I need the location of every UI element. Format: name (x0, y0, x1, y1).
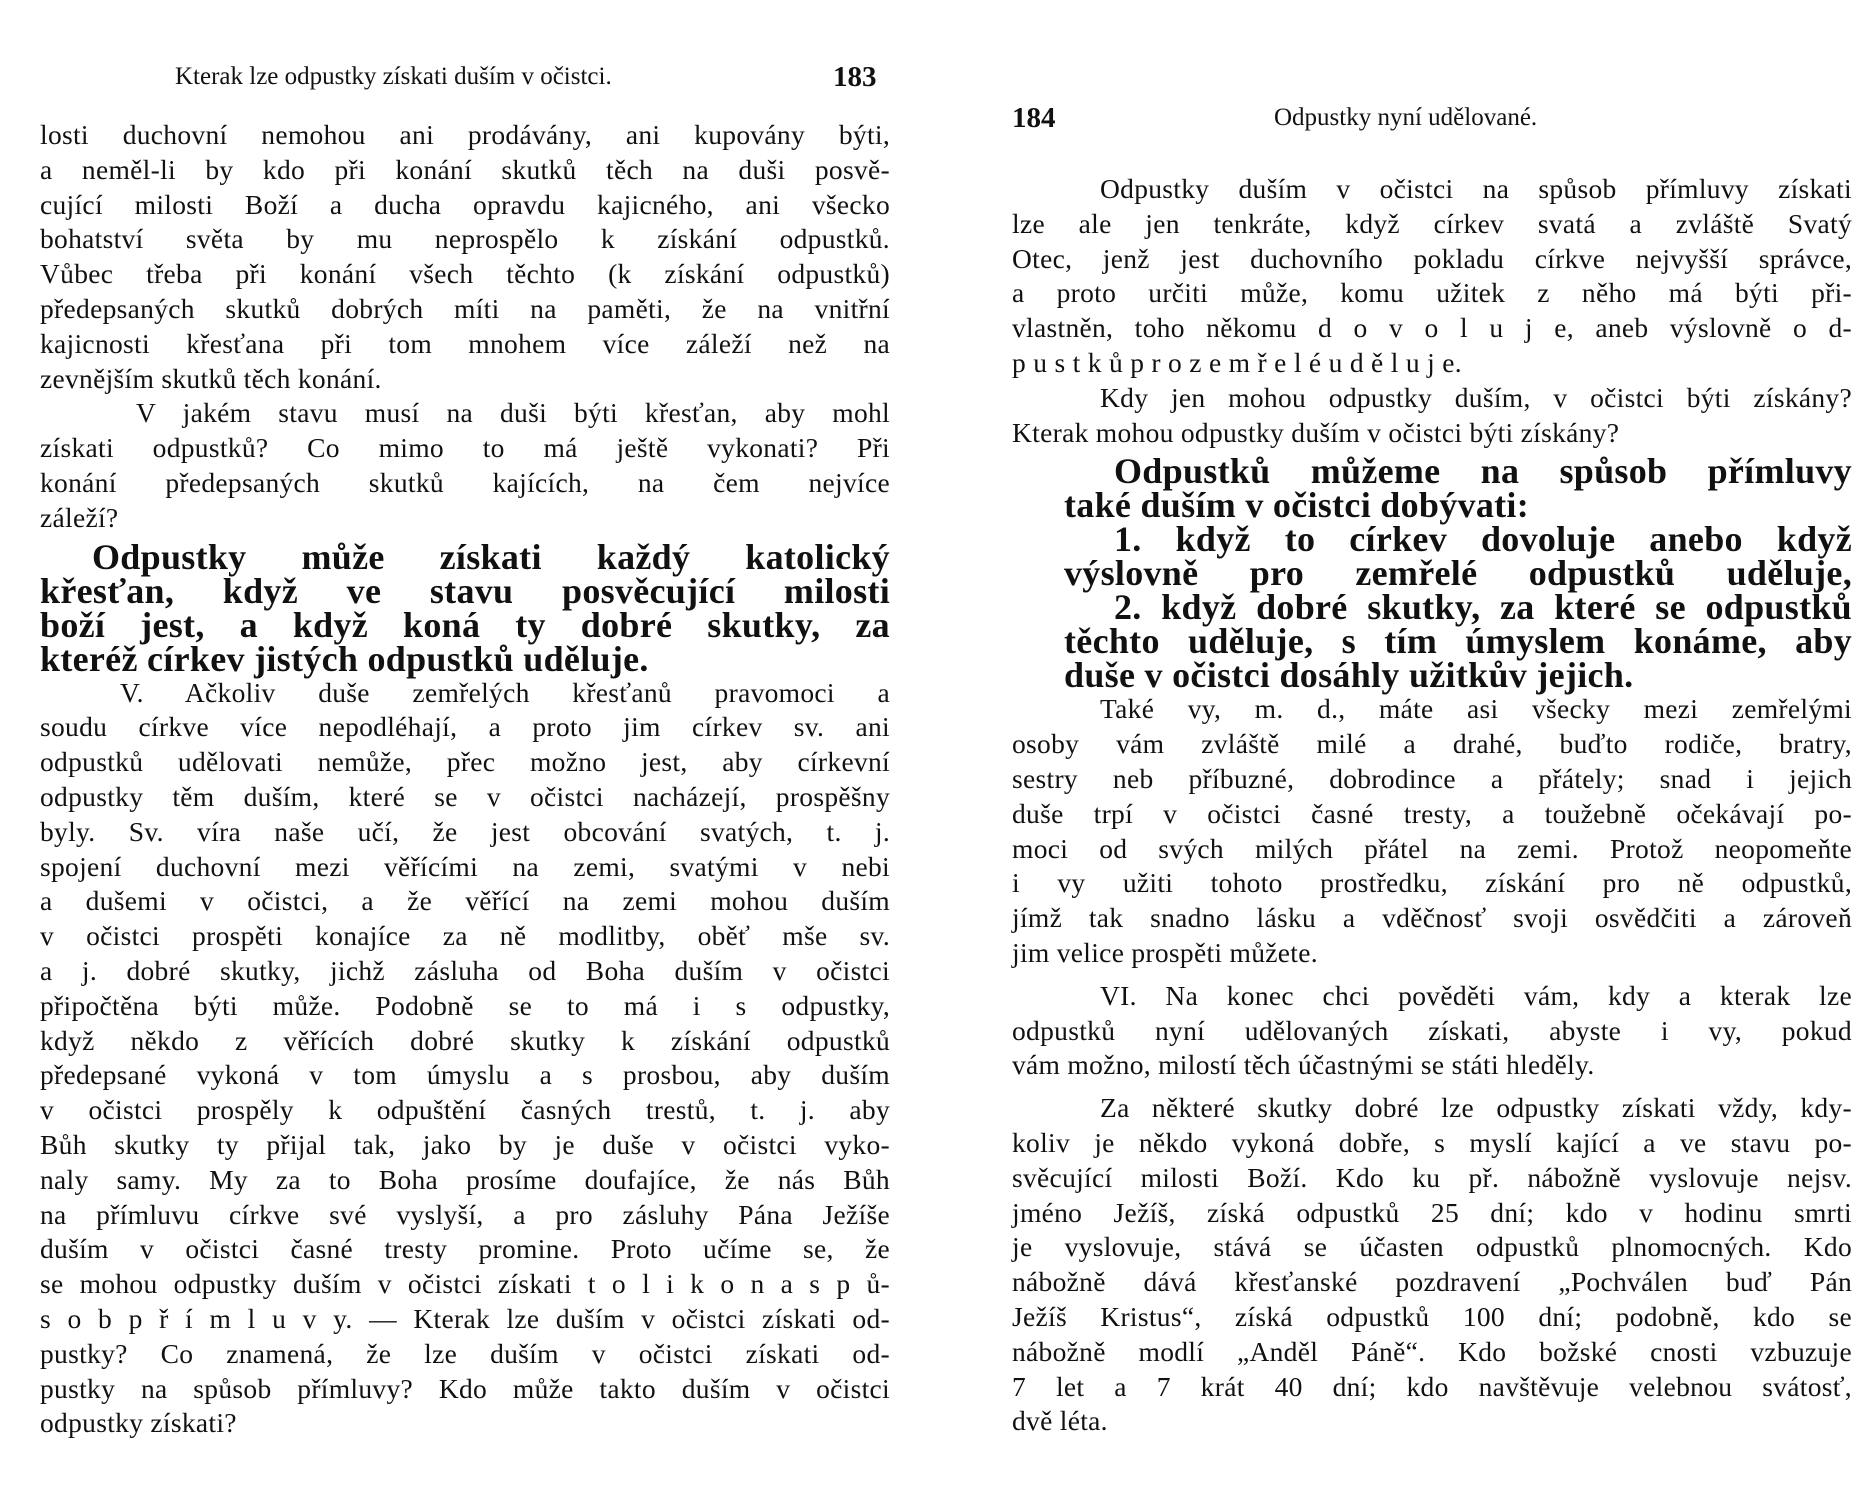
text-line: Vůbec třeba při konání všech těchto (k získání odpustků) (40, 258, 890, 290)
text-line: a dušemi v očistci, a že věřící na zemi mohou duším (40, 885, 890, 917)
text-line: osoby vám zvláště milé a drahé, buďto rodiče, bratry, (1012, 728, 1852, 760)
text-line: Bůh skutky ty přijal tak, jako by je duše v očistci vyko- (40, 1128, 890, 1160)
heading-line: 2. když dobré skutky, za které se odpustků (1114, 587, 1852, 628)
question-line: získati odpustků? Co mimo to má ještě vykonati? Při (40, 432, 890, 464)
text-line: duše trpí v očistci časné tresty, a toužebně očekávají po- (1012, 797, 1852, 829)
text-line: spojení duchovní mezi věřícími na zemi, svatými v nebi (40, 850, 890, 882)
text-line: dvě léta. (1012, 1405, 1108, 1437)
left-page-number: 183 (833, 61, 877, 93)
right-running-head: Odpustky nyní udělované. (1274, 104, 1538, 131)
heading-line: boží jest, a když koná ty dobré skutky, za (40, 604, 890, 645)
text-line: i vy užiti tohoto prostředku, získání pro ně odpustků, (1012, 867, 1852, 899)
text-line: je vyslovuje, stává se účasten odpustků plnomocných. Kdo (1012, 1231, 1852, 1263)
text-line: losti duchovní nemohou ani prodávány, ani kupovány býti, (40, 119, 890, 150)
left-running-head: Kterak lze odpustky získati duším v očistci. (175, 63, 612, 90)
heading-line: Odpustků můžeme na spůsob přímluvy (1114, 451, 1852, 492)
text-line: soudu církve více nepodléhají, a proto jim církev sv. ani (40, 711, 890, 743)
heading-line: 1. když to církev dovoluje anebo když (1114, 519, 1852, 560)
text-line: Ježíš Kristus“, získá odpustků 100 dní; podobně, kdo se (1012, 1300, 1852, 1332)
text-line: duším v očistci časné tresty promine. Proto učíme se, že (40, 1233, 890, 1265)
text-line: naly samy. My za to Boha prosíme doufajíce, že nás Bůh (40, 1163, 890, 1195)
text-line: Také vy, m. d., máte asi všecky mezi zemřelými (1100, 693, 1852, 725)
text-line: sestry neb příbuzné, dobrodince a přátely; snad i jejich (1012, 762, 1852, 794)
text-line: odpustky získati? (40, 1407, 237, 1439)
heading-line: kteréž církev jistých odpustků uděluje. (40, 638, 649, 679)
text-line: odpustků udělovati nemůže, přec možno jest, aby církevní (40, 746, 890, 778)
heading-line: výslovně pro zemřelé odpustků uděluje, (1064, 553, 1852, 594)
text-line: když někdo z věřících dobré skutky k získání odpustků (40, 1024, 890, 1056)
text-line: p u s t k ů p r o z e m ř e l é u d ě l u j e. (1012, 346, 1462, 378)
text-line: kajicnosti křesťana při tom mnohem více záleží než na (40, 327, 890, 359)
text-line: nábožně dává křesťanské pozdravení „Pochválen buď Pán (1012, 1266, 1852, 1298)
text-line: odpustky těm duším, které se v očistci nacházejí, prospěšny (40, 780, 890, 812)
text-line: 7 let a 7 krát 40 dní; kdo navštěvuje velebnou svátosť, (1012, 1370, 1852, 1402)
text-line: pustky na spůsob přímluvy? Kdo může takto duším v očistci (40, 1372, 890, 1404)
text-line: byly. Sv. víra naše učí, že jest obcování svatých, t. j. (40, 815, 890, 847)
question-line: záleží? (40, 501, 119, 533)
text-line: a proto určiti může, komu užitek z něho má býti při- (1012, 277, 1852, 309)
text-line: Za některé skutky dobré lze odpustky získati vždy, kdy- (1100, 1092, 1852, 1124)
question-line: Kdy jen mohou odpustky duším, v očistci býti získány? (1100, 381, 1852, 413)
question-line: Kterak mohou odpustky duším v očistci býti získány? (1012, 416, 1620, 448)
text-line: jméno Ježíš, získá odpustků 25 dní; kdo v hodinu smrti (1012, 1196, 1852, 1228)
text-line: Otec, jenž jest duchovního pokladu církve nejvyšší správce, (1012, 242, 1852, 274)
text-line: v očistci prospěly k odpuštění časných trestů, t. j. aby (40, 1094, 890, 1126)
question-line: konání předepsaných skutků kajících, na čem nejvíce (40, 466, 890, 498)
heading-line: těchto uděluje, s tím úmyslem konáme, aby (1064, 621, 1852, 662)
text-line: lze ale jen tenkráte, když církev svatá a zvláště Svatý (1012, 207, 1852, 239)
question-line: V jakém stavu musí na duši býti křesťan, aby mohl (136, 397, 890, 429)
text-line: nábožně modlí „Anděl Páně“. Kdo božské cnosti vzbuzuje (1012, 1335, 1852, 1367)
text-line: cující milosti Boží a ducha opravdu kajicného, ani všecko (40, 188, 890, 220)
text-line: a neměl-li by kdo při konání skutků těch na duši posvě- (40, 153, 890, 185)
right-page-number: 184 (1012, 102, 1056, 134)
text-line: V. Ačkoliv duše zemřelých křesťanů pravomoci a (120, 676, 890, 708)
text-line: předepsaných skutků dobrých míti na paměti, že na vnitřní (40, 292, 890, 324)
text-line: jímž tak snadno lásku a vděčnosť svoji osvědčiti a zároveň (1012, 902, 1852, 934)
heading-line: Odpustky může získati každý katolický (92, 536, 890, 577)
text-line: vlastněn, toho někomu d o v o l u j e, aneb výslovně o d- (1012, 312, 1852, 344)
question-line: VI. Na konec chci pověděti vám, kdy a kterak lze (1100, 979, 1852, 1011)
text-line: koliv je někdo vykoná dobře, s myslí kající a ve stavu po- (1012, 1126, 1852, 1158)
text-line: svěcující milosti Boží. Kdo ku př. nábožně vyslovuje nejsv. (1012, 1161, 1852, 1193)
text-line: na přímluvu církve své vyslyší, a pro zásluhy Pána Ježíše (40, 1198, 890, 1230)
text-line: bohatství světa by mu neprospělo k získání odpustků. (40, 223, 890, 255)
heading-line: také duším v očistci dobývati: (1064, 485, 1530, 526)
text-line: Odpustky duším v očistci na spůsob přímluvy získati (1100, 173, 1852, 204)
heading-line: křesťan, když ve stavu posvěcující milosti (40, 570, 890, 611)
right-bold-heading (1012, 451, 1852, 696)
text-line: a j. dobré skutky, jichž zásluha od Boha duším v očistci (40, 954, 890, 986)
text-line: s o b p ř í m l u v y. — Kterak lze duším v očistci získati od- (40, 1302, 890, 1334)
left-body-text (40, 118, 890, 1441)
right-body-text (1012, 172, 1852, 1439)
question-line: vám možno, milostí těch účastnými se státi hleděly. (1012, 1049, 1595, 1081)
question-line: odpustků nyní udělovaných získati, abyste i vy, pokud (1012, 1014, 1852, 1046)
text-line: se mohou odpustky duším v očistci získati t o l i k o n a s p ů- (40, 1268, 890, 1300)
text-line: v očistci prospěti konajíce za ně modlitby, oběť mše sv. (40, 920, 890, 952)
left-bold-heading (40, 536, 890, 679)
text-line: předepsané vykoná v tom úmyslu a s prosbou, aby duším (40, 1059, 890, 1091)
heading-line: duše v očistci dosáhly užitkův jejich. (1064, 655, 1634, 696)
text-line: moci od svých milých přátel na zemi. Protož neopomeňte (1012, 832, 1852, 864)
text-line: zevnějším skutků těch konání. (40, 362, 382, 394)
text-line: jim velice prospěti můžete. (1012, 936, 1318, 968)
text-line: pustky? Co znamená, že lze duším v očistci získati od- (40, 1337, 890, 1369)
text-line: připočtěna býti může. Podobně se to má i s odpustky, (40, 989, 890, 1021)
